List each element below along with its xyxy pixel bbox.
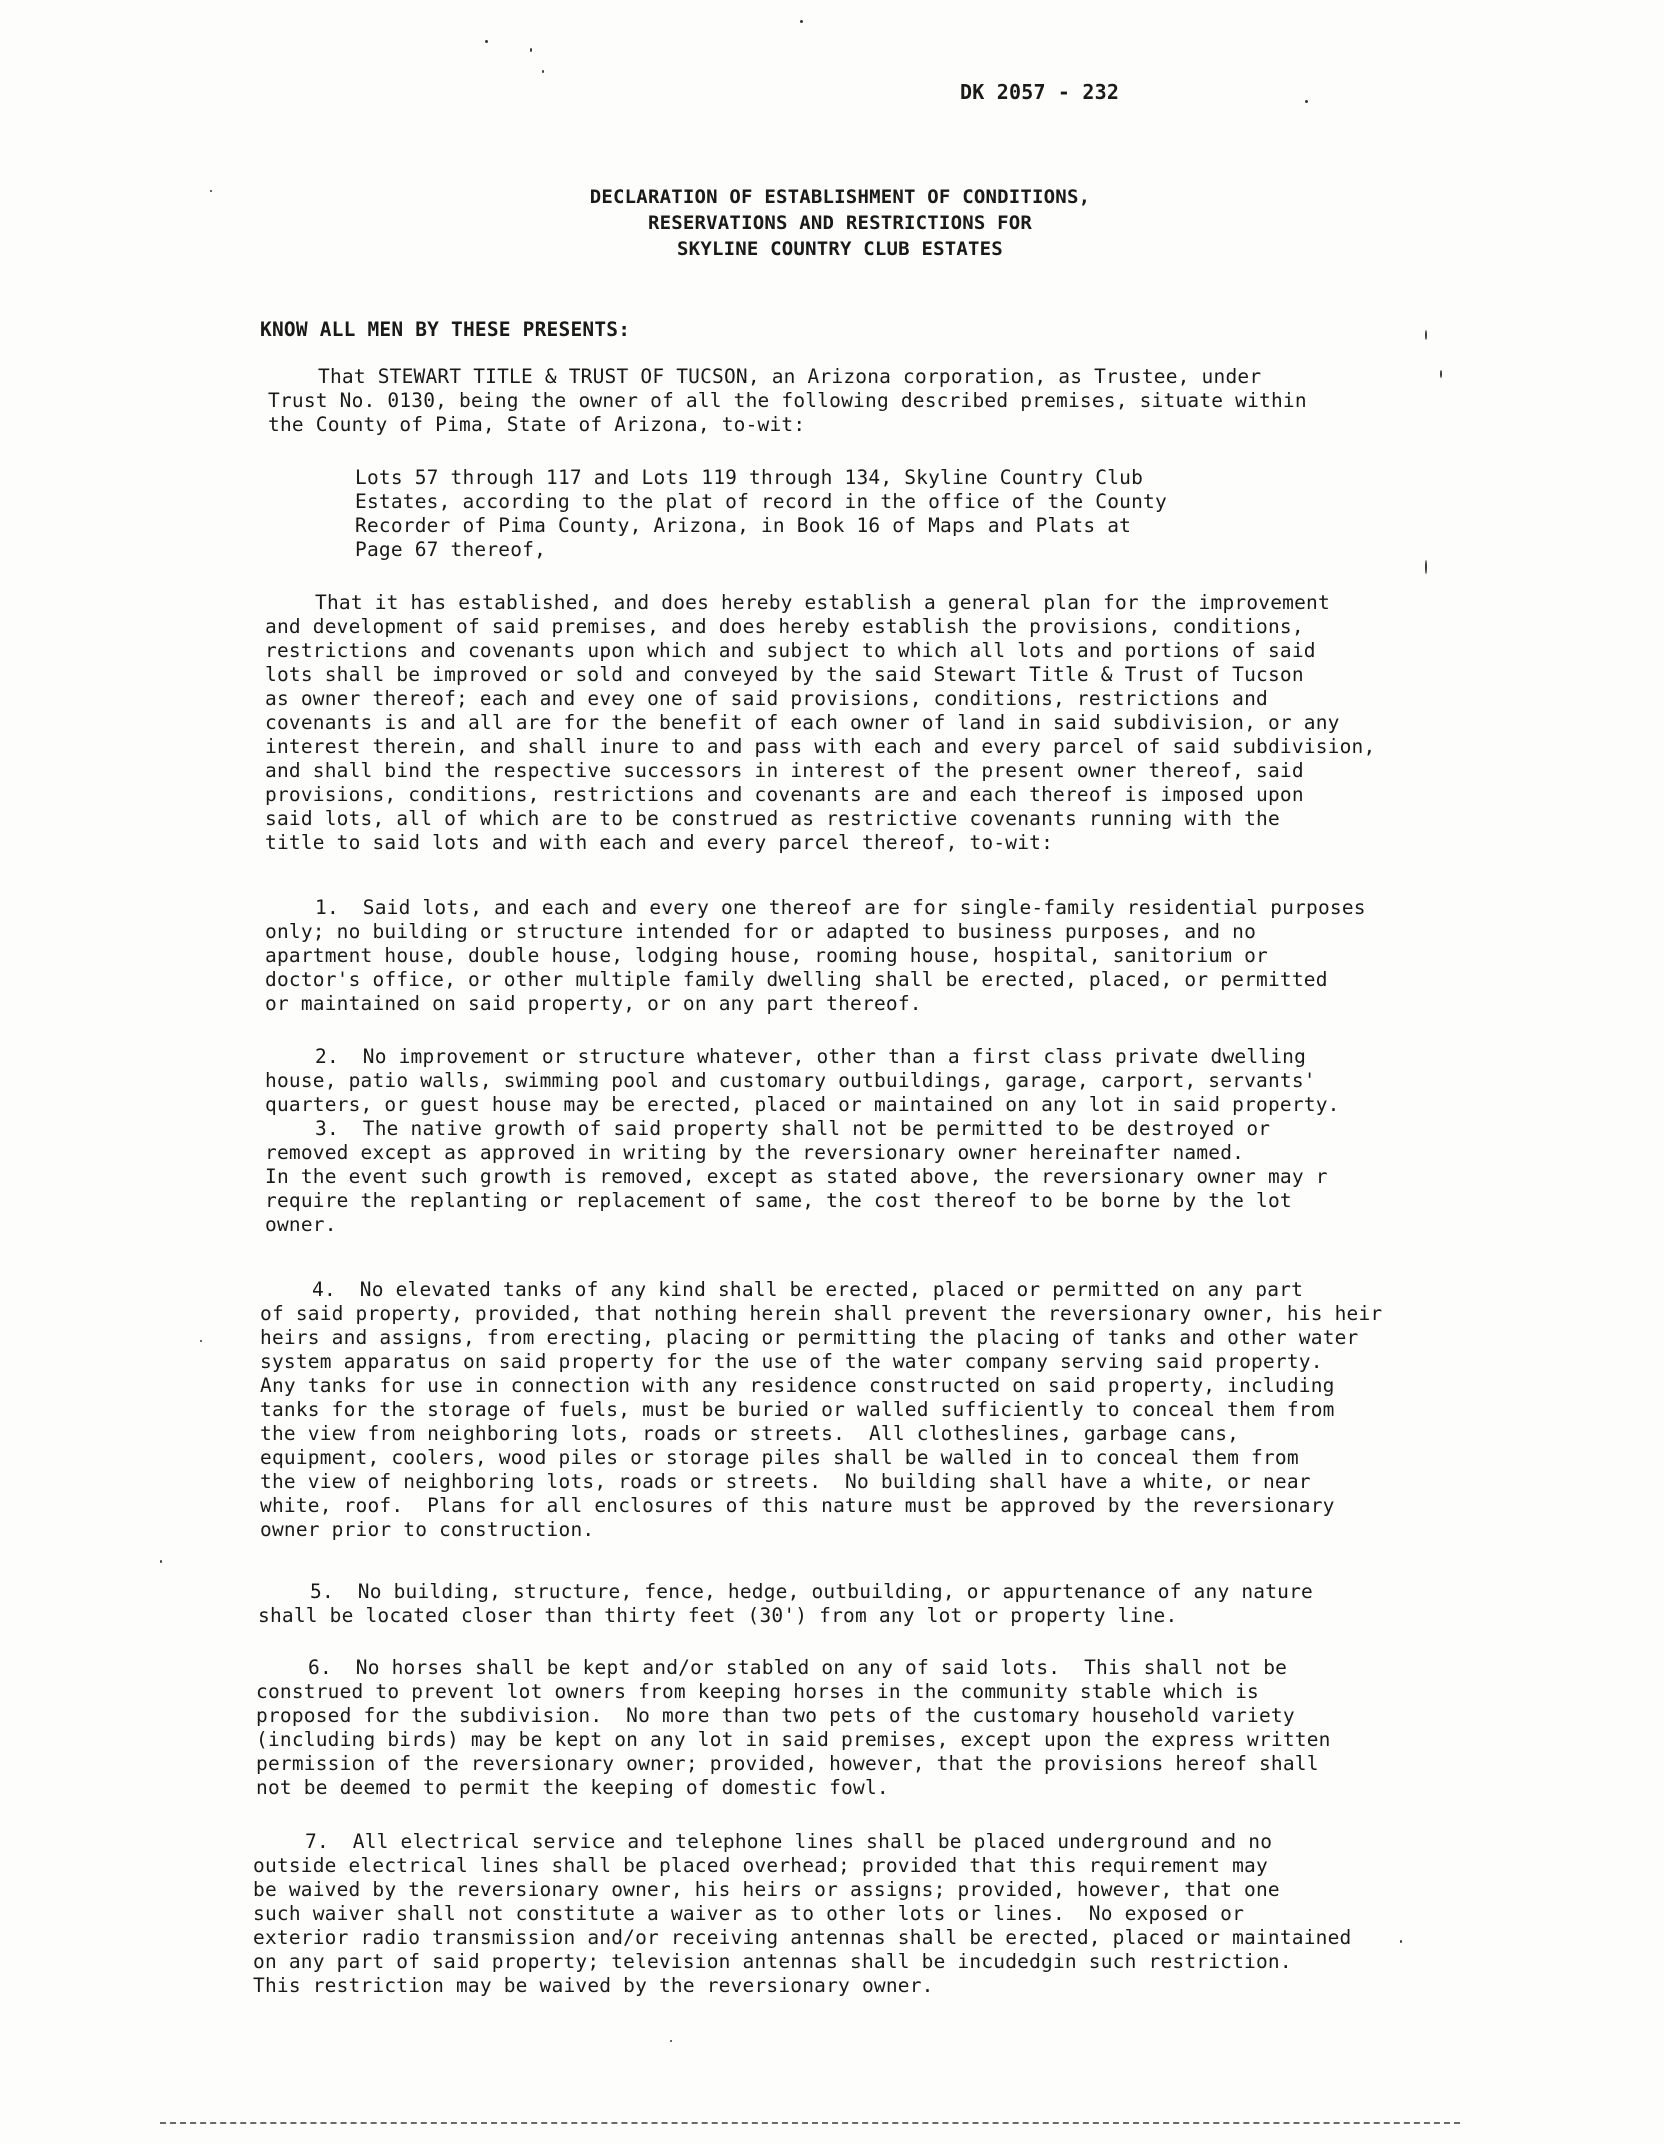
title-line: SKYLINE COUNTRY CLUB ESTATES (677, 238, 1003, 260)
text-line: (including birds) may be kept on any lot in said premises, except upon the express written (256, 1728, 1331, 1751)
title-line: RESERVATIONS AND RESTRICTIONS FOR (647, 212, 1033, 234)
text-line: said lots, all of which are to be construed as restrictive covenants running with the (265, 807, 1280, 830)
text-line: 2. No improvement or structure whatever, other than a first class private dwelling (315, 1045, 1307, 1068)
text-line: 1. Said lots, and each and every one thereof are for single-family residential purposes (315, 896, 1366, 919)
scan-speck (1425, 330, 1427, 340)
text-line: be waived by the reversionary owner, his heirs or assigns; provided, however, that one (253, 1878, 1280, 1901)
text-line: Lots 57 through 117 and Lots 119 through 134, Skyline Country Club (355, 466, 1144, 489)
text-line: shall be located closer than thirty feet (30') from any lot or property line. (258, 1604, 1178, 1627)
text-line: Estates, according to the plat of record in the office of the County (355, 490, 1167, 513)
document-number: DK 2057 - 232 (960, 80, 1120, 104)
text-line: 6. No horses shall be kept and/or stabled on any of said lots. This shall not be (308, 1656, 1288, 1679)
text-line: Recorder of Pima County, Arizona, in Book 16 of Maps and Plats at (355, 514, 1132, 537)
text-line: house, patio walls, swimming pool and customary outbuildings, garage, carport, servants' (265, 1069, 1316, 1092)
text-line: owner prior to construction. (260, 1518, 595, 1541)
text-line: Trust No. 0130, being the owner of all the following described premises, situate within (268, 389, 1307, 412)
text-line: In the event such growth is removed, except as stated above, the reversionary owner may r (265, 1165, 1328, 1188)
text-line: require the replanting or replacement of same, the cost thereof to be borne by the lot (265, 1189, 1292, 1212)
text-line: removed except as approved in writing by the reversionary owner hereinafter named. (265, 1141, 1245, 1164)
text-line: Page 67 thereof, (355, 538, 547, 561)
salutation: KNOW ALL MEN BY THESE PRESENTS: (260, 318, 631, 341)
text-line: restrictions and covenants upon which and subject to which all lots and portions of said (265, 639, 1316, 662)
scan-speck (1425, 560, 1427, 574)
text-line: such waiver shall not constitute a waiver as to other lots or lines. No exposed or (253, 1902, 1245, 1925)
text-line: system apparatus on said property for the use of the water company serving said property. (260, 1350, 1323, 1373)
text-line: lots shall be improved or sold and conveyed by the said Stewart Title & Trust of Tucson (265, 663, 1304, 686)
scan-speck (1305, 100, 1308, 103)
document-title (560, 184, 1120, 262)
text-line: covenants is and all are for the benefit of each owner of land in said subdivision, or any (265, 711, 1340, 734)
text-line: and shall bind the respective successors in interest of the present owner thereof, said (265, 759, 1304, 782)
scan-speck (210, 190, 212, 192)
scan-speck (670, 2040, 672, 2042)
text-line: Any tanks for use in connection with any residence constructed on said property, including (260, 1374, 1335, 1397)
text-line: of said property, provided, that nothing herein shall prevent the reversionary owner, his heir (260, 1302, 1383, 1325)
text-line: only; no building or structure intended for or adapted to business purposes, and no (265, 920, 1257, 943)
scan-speck (1400, 1940, 1402, 1943)
text-line: as owner thereof; each and evey one of said provisions, conditions, restrictions and (265, 687, 1268, 710)
scan-speck (800, 20, 803, 23)
text-line: 3. The native growth of said property shall not be permitted to be destroyed or (315, 1117, 1271, 1140)
text-line: That STEWART TITLE & TRUST OF TUCSON, an Arizona corporation, as Trustee, under (318, 365, 1262, 388)
text-line: 7. All electrical service and telephone lines shall be placed underground and no (305, 1830, 1273, 1853)
text-line: and development of said premises, and does hereby establish the provisions, conditions, (265, 615, 1304, 638)
text-line: provisions, conditions, restrictions and covenants are and each thereof is imposed upon (265, 783, 1304, 806)
title-line: DECLARATION OF ESTABLISHMENT OF CONDITIONS, (589, 186, 1091, 208)
text-line: quarters, or guest house may be erected, placed or maintained on any lot in said property. (265, 1093, 1340, 1116)
text-line: equipment, coolers, wood piles or storage piles shall be walled in to conceal them from (260, 1446, 1299, 1469)
text-line: proposed for the subdivision. No more than two pets of the customary household variety (256, 1704, 1295, 1727)
text-line: not be deemed to permit the keeping of domestic fowl. (256, 1776, 889, 1799)
text-line: This restriction may be waived by the reversionary owner. (253, 1974, 934, 1997)
text-line: the County of Pima, State of Arizona, to-wit: (268, 413, 806, 436)
text-line: construed to prevent lot owners from keeping horses in the community stable which is (256, 1680, 1259, 1703)
text-line: owner. (265, 1213, 337, 1236)
text-line: That it has established, and does hereby establish a general plan for the improvement (315, 591, 1330, 614)
text-line: apartment house, double house, lodging house, rooming house, hospital, sanitorium or (265, 944, 1268, 967)
text-line: the view from neighboring lots, roads or streets. All clotheslines, garbage cans, (260, 1422, 1240, 1445)
scan-speck (160, 1560, 162, 1563)
scan-speck (485, 40, 488, 43)
scan-speck (200, 1340, 202, 1342)
text-line: doctor's office, or other multiple family dwelling shall be erected, placed, or permitted (265, 968, 1328, 991)
scan-speck (1440, 370, 1442, 378)
text-line: permission of the reversionary owner; provided, however, that the provisions hereof shall (256, 1752, 1319, 1775)
text-line: heirs and assigns, from erecting, placing or permitting the placing of tanks and other water (260, 1326, 1359, 1349)
text-line: outside electrical lines shall be placed overhead; provided that this requirement may (253, 1854, 1268, 1877)
bottom-dashed-rule (160, 2122, 1460, 2124)
text-line: the view of neighboring lots, roads or streets. No building shall have a white, or near (260, 1470, 1311, 1493)
text-line: tanks for the storage of fuels, must be buried or walled sufficiently to conceal them from (260, 1398, 1335, 1421)
text-line: exterior radio transmission and/or receiving antennas shall be erected, placed or maintained (253, 1926, 1352, 1949)
scan-speck (530, 48, 532, 52)
text-line: 4. No elevated tanks of any kind shall be erected, placed or permitted on any part (312, 1278, 1304, 1301)
text-line: on any part of said property; television antennas shall be incudedgin such restriction. (253, 1950, 1292, 1973)
scan-speck (542, 70, 544, 73)
text-line: 5. No building, structure, fence, hedge, outbuilding, or appurtenance of any nature (310, 1580, 1313, 1603)
text-line: interest therein, and shall inure to and pass with each and every parcel of said subdivision, (265, 735, 1376, 758)
text-line: title to said lots and with each and every parcel thereof, to-wit: (265, 831, 1054, 854)
text-line: or maintained on said property, or on any part thereof. (265, 992, 922, 1015)
text-line: white, roof. Plans for all enclosures of this nature must be approved by the reversionary (260, 1494, 1335, 1517)
